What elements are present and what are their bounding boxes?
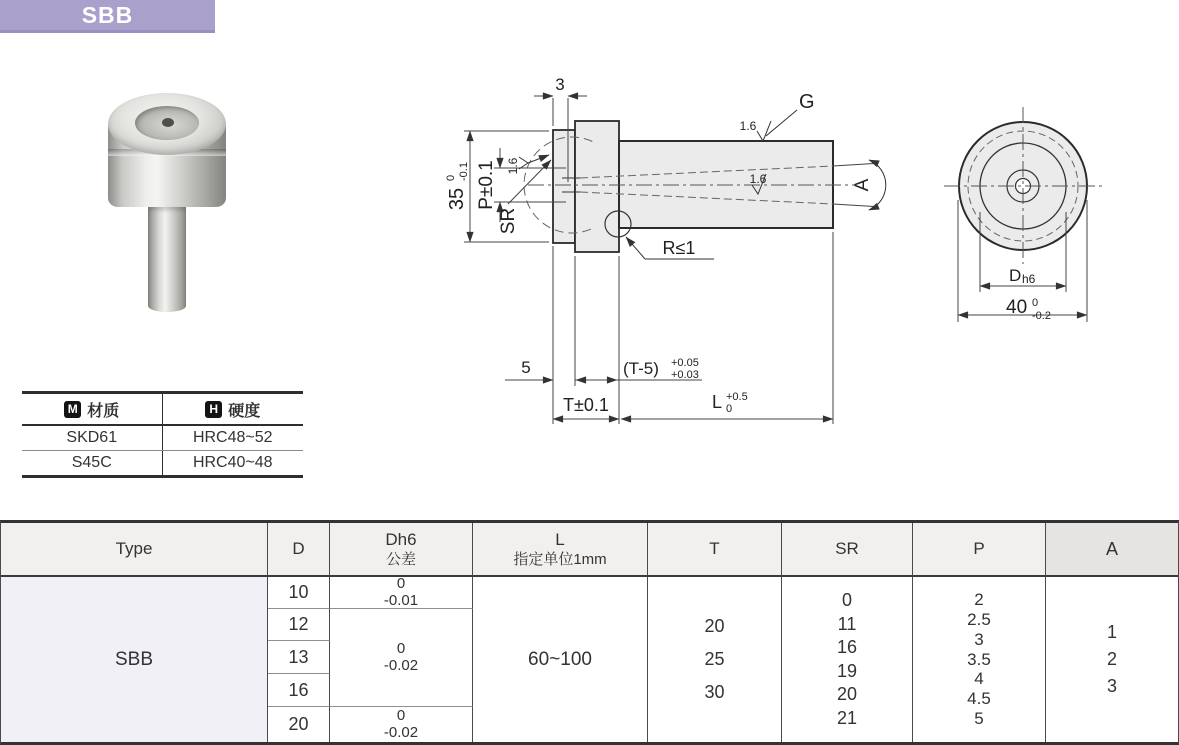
dim-d-label: [1009, 266, 1036, 286]
angle-a-label: A: [852, 178, 873, 192]
sr-value: 0: [841, 590, 852, 610]
radius-label: R≤1: [662, 238, 696, 258]
dim-p-label: P±0.1: [476, 160, 497, 210]
product-photo: [102, 93, 232, 315]
svg-text:35: 35: [446, 187, 468, 211]
g-finish-label: 1.6: [739, 119, 757, 133]
dim-l-label: [712, 391, 748, 415]
svg-text:0: 0: [1032, 297, 1039, 309]
a-value: 2: [1106, 649, 1117, 669]
dim-t5-label: [623, 357, 699, 381]
end-view: [944, 107, 1102, 322]
hardness-header-label: 硬度: [228, 402, 261, 420]
col-header-dh6-line2: 公差: [385, 550, 416, 568]
sr-label: SR: [498, 207, 519, 235]
side-view-outline: [553, 121, 833, 252]
svg-text:h6: h6: [1022, 272, 1036, 286]
tolerance-lower: -0.01: [383, 591, 419, 609]
tolerance-upper: 0: [396, 707, 406, 725]
page-title-bar: [0, 0, 215, 33]
p-value: 3.5: [967, 649, 991, 669]
photo-sphere-recess: [135, 106, 199, 140]
tolerance-upper: 0: [396, 575, 406, 593]
svg-text:0: 0: [726, 403, 733, 415]
p-values-cell: [913, 577, 1046, 742]
svg-text:+0.03: +0.03: [671, 369, 699, 381]
col-header-type: Type: [1, 523, 268, 577]
a-value: 3: [1106, 676, 1117, 696]
sphere-finish-label: 1.6: [506, 157, 520, 175]
col-header-a: A: [1046, 523, 1178, 577]
d-value: 16: [268, 674, 330, 707]
sr-value: 19: [836, 660, 858, 681]
col-header-sr: SR: [782, 523, 913, 577]
technical-drawing: [440, 60, 1179, 432]
t-value: 25: [704, 649, 725, 669]
dh6-tolerance-cell: [330, 577, 473, 609]
col-header-l: [473, 523, 648, 577]
sr-value: 20: [836, 684, 858, 704]
dim-3-label: 3: [555, 75, 565, 94]
hardness-value: HRC48~52: [192, 429, 273, 446]
page-title: SBB: [81, 1, 134, 28]
svg-text:+0.5: +0.5: [726, 391, 748, 403]
material-table-header: [22, 394, 303, 426]
t-value: 20: [704, 616, 725, 636]
spec-table: [0, 520, 1179, 745]
hardness-badge: H: [205, 401, 222, 418]
tolerance-lower: -0.02: [383, 723, 419, 741]
svg-text:(T-5): (T-5): [623, 359, 659, 378]
hardness-header-cell: [163, 394, 304, 424]
sr-value: 21: [836, 707, 858, 728]
material-header-cell: [22, 394, 163, 424]
col-header-d: D: [268, 523, 330, 577]
dh6-tolerance-cell: [330, 707, 473, 742]
svg-text:-0.2: -0.2: [1032, 310, 1051, 322]
material-badge: M: [64, 401, 81, 418]
type-value-cell: SBB: [1, 577, 268, 742]
tolerance-lower: -0.02: [383, 656, 419, 674]
tolerance-upper: 0: [396, 640, 406, 658]
material-row: [22, 426, 303, 451]
sr-value: 16: [836, 637, 858, 657]
col-header-p: P: [913, 523, 1046, 577]
svg-text:-0.1: -0.1: [458, 162, 470, 181]
d-value: 13: [268, 641, 330, 674]
material-header-label: 材质: [87, 402, 120, 420]
svg-text:40: 40: [1006, 297, 1028, 318]
dh6-tolerance-cell: [330, 609, 473, 707]
svg-text:L: L: [712, 392, 723, 412]
col-header-l-line1: L: [555, 530, 565, 550]
sr-value: 11: [837, 613, 857, 634]
material-value: SKD61: [22, 426, 163, 450]
p-value: 3: [974, 629, 984, 649]
t-value: 30: [704, 682, 725, 702]
material-table: [22, 391, 303, 478]
bore-finish-label: 1.6: [749, 172, 767, 186]
svg-text:+0.05: +0.05: [671, 357, 699, 369]
col-header-l-line2: 指定单位1mm: [513, 550, 607, 568]
col-header-dh6: [330, 523, 473, 577]
svg-text:D: D: [1009, 266, 1022, 285]
p-value: 4.5: [967, 689, 991, 709]
hardness-value: HRC40~48: [192, 454, 273, 471]
p-value: 4: [974, 669, 984, 689]
photo-center-hole: [162, 118, 174, 127]
photo-shaft: [148, 207, 186, 312]
p-value: 5: [974, 708, 984, 728]
dim-5-label: 5: [521, 358, 531, 377]
col-header-dh6-line1: Dh6: [385, 530, 417, 550]
a-values-cell: [1046, 577, 1178, 742]
material-value: S45C: [22, 451, 163, 475]
d-value: 10: [268, 577, 330, 609]
p-value: 2: [974, 590, 984, 610]
svg-text:0: 0: [445, 174, 457, 181]
d-value: 12: [268, 609, 330, 641]
sr-values-cell: [782, 577, 913, 742]
l-range-cell: 60~100: [473, 577, 648, 742]
t-values-cell: [648, 577, 782, 742]
d-value: 20: [268, 707, 330, 742]
col-header-t: T: [648, 523, 782, 577]
photo-head-top: [108, 93, 226, 155]
dim-40-label: [1006, 297, 1051, 322]
material-row: [22, 451, 303, 475]
g-label: G: [799, 91, 815, 113]
a-value: 1: [1106, 622, 1117, 642]
dim-35-label: [445, 162, 470, 210]
p-value: 2.5: [967, 610, 991, 629]
dim-t-label: T±0.1: [563, 395, 609, 415]
